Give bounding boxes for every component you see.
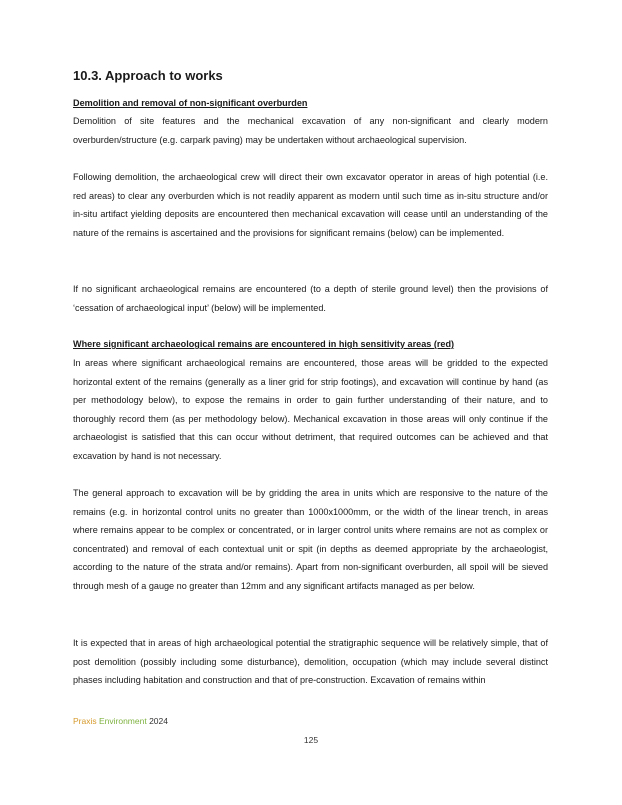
- paragraph: In areas where significant archaeological remains are encountered, those areas will be gridded to the expected horizontal extent of the remains (generally as a liner grid for strip footings), and excavation will continue by hand (as per methodology below), to expose the remains in order to gain further understanding of their nature, and to thoroughly record them (as per methodology below). Mechanical excavation in those areas will only continue if the archaeologist is satisfied that this can occur without detriment, that required outcomes can be achieved and that excavation by hand is not necessary.: [73, 358, 548, 461]
- brand-praxis: Praxis: [73, 716, 99, 726]
- footer: [73, 716, 168, 726]
- paragraph: Following demolition, the archaeological crew will direct their own excavator operator in areas of high potential (i.e. red areas) to clear any overburden which is not readily apparent as modern until such time as in-situ structure and/or in-situ artifact yielding deposits are encountered then mechanical excavation will cease until an understanding of the nature of the remains is ascertained and the provisions for significant remains (below) can be implemented.: [73, 172, 548, 238]
- subheading-significant-remains: Where significant archaeological remains are encountered in high sensitivity areas (red): [73, 339, 455, 349]
- paragraph: If no significant archaeological remains are encountered (to a depth of sterile ground level) then the provisions of ‘cessation of archaeological input’ (below) will be implemented.: [73, 284, 548, 313]
- footer-year: 2024: [146, 716, 168, 726]
- brand-environment: Environment: [98, 716, 147, 726]
- paragraph: Demolition of site features and the mechanical excavation of any non-significant and clearly modern overburden/structure (e.g. carpark paving) may be undertaken without archaeological supervision.: [73, 116, 548, 145]
- paragraph: It is expected that in areas of high archaeological potential the stratigraphic sequence will be relatively simple, that of post demolition (possibly including some disturbance), demolition, occupation (which may include several distinct phases including habitation and construction and that of pre-construction. Excavation of remains within: [73, 638, 548, 686]
- section-heading: 10.3. Approach to works: [73, 68, 223, 83]
- footer-brand: [73, 716, 147, 726]
- paragraph: The general approach to excavation will be by gridding the area in units which are responsive to the nature of the remains (e.g. in horizontal control units no greater than 1000x1000mm, or the width of the linear trench, in areas where remains appear to be complex or concentrated, or in larger control units where remains are not as complex or concentrated) and removal of each contextual unit or spit (in depths as deemed appropriate by the archaeologist, according to the nature of the strata and/or remains). Apart from non-significant overburden, all spoil will be sieved through mesh of a gauge no greater than 12mm and any significant artifacts managed as per below.: [73, 488, 548, 591]
- page-number: 125: [303, 735, 319, 745]
- subheading-demolition: Demolition and removal of non-significant overburden: [73, 98, 308, 108]
